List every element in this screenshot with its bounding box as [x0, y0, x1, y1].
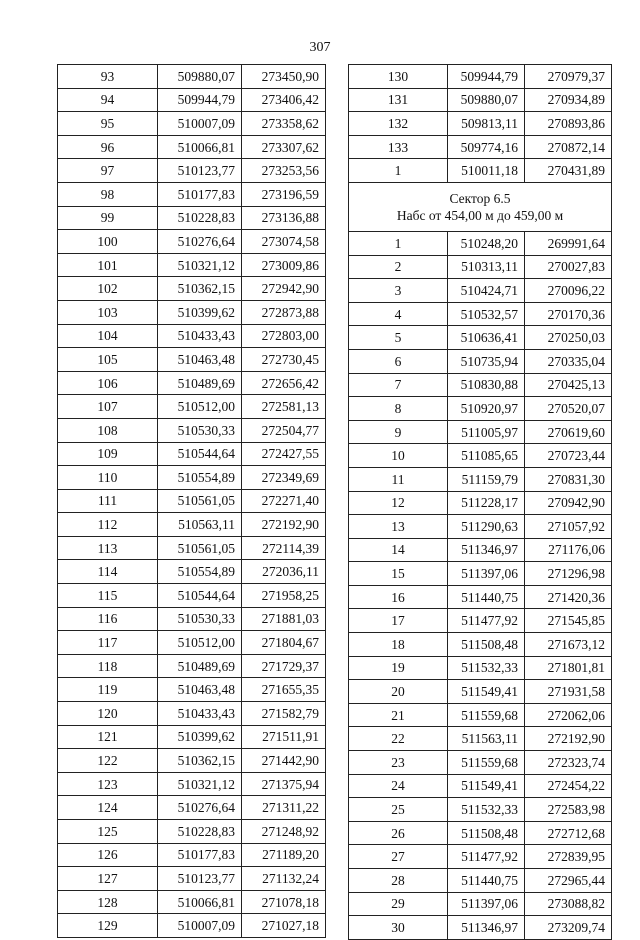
table-row — [58, 135, 326, 159]
x-coordinate-cell: 510433,43 — [158, 702, 242, 726]
y-coordinate-cell: 273406,42 — [242, 88, 326, 112]
table-row — [349, 515, 612, 539]
y-coordinate-cell: 273088,82 — [525, 892, 612, 916]
point-number-cell: 104 — [58, 324, 158, 348]
y-coordinate-cell: 272192,90 — [242, 513, 326, 537]
y-coordinate-cell: 271078,18 — [242, 890, 326, 914]
table-row — [58, 536, 326, 560]
table-row — [349, 444, 612, 468]
y-coordinate-cell: 271311,22 — [242, 796, 326, 820]
table-row — [349, 326, 612, 350]
table-row — [58, 914, 326, 938]
point-number-cell: 22 — [349, 727, 448, 751]
point-number-cell: 16 — [349, 585, 448, 609]
point-number-cell: 28 — [349, 869, 448, 893]
point-number-cell: 29 — [349, 892, 448, 916]
point-number-cell: 23 — [349, 751, 448, 775]
x-coordinate-cell: 510512,00 — [158, 395, 242, 419]
table-row — [349, 727, 612, 751]
x-coordinate-cell: 510554,89 — [158, 560, 242, 584]
table-row — [349, 633, 612, 657]
y-coordinate-cell: 270096,22 — [525, 279, 612, 303]
table-row — [58, 230, 326, 254]
y-coordinate-cell: 270934,89 — [525, 88, 612, 112]
point-number-cell: 123 — [58, 772, 158, 796]
x-coordinate-cell: 511440,75 — [448, 585, 525, 609]
table-row — [349, 538, 612, 562]
y-coordinate-cell: 271027,18 — [242, 914, 326, 938]
y-coordinate-cell: 272427,55 — [242, 442, 326, 466]
table-row — [58, 702, 326, 726]
table-row — [349, 585, 612, 609]
y-coordinate-cell: 273009,86 — [242, 253, 326, 277]
y-coordinate-cell: 271511,91 — [242, 725, 326, 749]
sector-title: Сектор 6.5 — [449, 190, 511, 206]
table-row — [58, 442, 326, 466]
y-coordinate-cell: 272656,42 — [242, 371, 326, 395]
point-number-cell: 26 — [349, 821, 448, 845]
x-coordinate-cell: 510321,12 — [158, 253, 242, 277]
y-coordinate-cell: 271545,85 — [525, 609, 612, 633]
x-coordinate-cell: 510563,11 — [158, 513, 242, 537]
x-coordinate-cell: 510123,77 — [158, 159, 242, 183]
x-coordinate-cell: 510276,64 — [158, 796, 242, 820]
point-number-cell: 102 — [58, 277, 158, 301]
right-coordinates-table — [348, 64, 612, 940]
y-coordinate-cell: 271931,58 — [525, 680, 612, 704]
table-row — [349, 892, 612, 916]
point-number-cell: 6 — [349, 349, 448, 373]
table-row — [58, 772, 326, 796]
point-number-cell: 128 — [58, 890, 158, 914]
y-coordinate-cell: 270335,04 — [525, 349, 612, 373]
y-coordinate-cell: 270831,30 — [525, 467, 612, 491]
x-coordinate-cell: 509944,79 — [448, 65, 525, 89]
point-number-cell: 98 — [58, 182, 158, 206]
y-coordinate-cell: 271673,12 — [525, 633, 612, 657]
point-number-cell: 127 — [58, 867, 158, 891]
table-row — [58, 749, 326, 773]
point-number-cell: 3 — [349, 279, 448, 303]
y-coordinate-cell: 271375,94 — [242, 772, 326, 796]
table-row — [349, 491, 612, 515]
x-coordinate-cell: 510544,64 — [158, 442, 242, 466]
y-coordinate-cell: 273253,56 — [242, 159, 326, 183]
y-coordinate-cell: 272036,11 — [242, 560, 326, 584]
point-number-cell: 10 — [349, 444, 448, 468]
x-coordinate-cell: 511085,65 — [448, 444, 525, 468]
point-number-cell: 110 — [58, 466, 158, 490]
x-coordinate-cell: 511397,06 — [448, 562, 525, 586]
point-number-cell: 1 — [349, 159, 448, 183]
table-row — [349, 821, 612, 845]
x-coordinate-cell: 510561,05 — [158, 489, 242, 513]
table-row — [349, 373, 612, 397]
table-row — [349, 255, 612, 279]
y-coordinate-cell: 273209,74 — [525, 916, 612, 940]
table-row — [349, 869, 612, 893]
point-number-cell: 113 — [58, 536, 158, 560]
table-row — [58, 725, 326, 749]
point-number-cell: 112 — [58, 513, 158, 537]
point-number-cell: 105 — [58, 348, 158, 372]
x-coordinate-cell: 509880,07 — [448, 88, 525, 112]
table-row — [58, 88, 326, 112]
y-coordinate-cell: 270027,83 — [525, 255, 612, 279]
point-number-cell: 130 — [349, 65, 448, 89]
point-number-cell: 114 — [58, 560, 158, 584]
y-coordinate-cell: 271132,24 — [242, 867, 326, 891]
table-row — [58, 607, 326, 631]
table-row — [58, 867, 326, 891]
table-row — [58, 206, 326, 230]
table-row — [58, 300, 326, 324]
left-table-body — [58, 65, 326, 938]
point-number-cell: 119 — [58, 678, 158, 702]
point-number-cell: 24 — [349, 774, 448, 798]
x-coordinate-cell: 510489,69 — [158, 654, 242, 678]
x-coordinate-cell: 510007,09 — [158, 112, 242, 136]
point-number-cell: 126 — [58, 843, 158, 867]
x-coordinate-cell: 510463,48 — [158, 678, 242, 702]
y-coordinate-cell: 272192,90 — [525, 727, 612, 751]
x-coordinate-cell: 511346,97 — [448, 916, 525, 940]
point-number-cell: 117 — [58, 631, 158, 655]
table-row — [349, 798, 612, 822]
x-coordinate-cell: 510066,81 — [158, 135, 242, 159]
y-coordinate-cell: 272839,95 — [525, 845, 612, 869]
sector-row — [349, 182, 612, 231]
point-number-cell: 18 — [349, 633, 448, 657]
x-coordinate-cell: 510424,71 — [448, 279, 525, 303]
x-coordinate-cell: 510321,12 — [158, 772, 242, 796]
x-coordinate-cell: 511477,92 — [448, 845, 525, 869]
table-row — [58, 277, 326, 301]
table-row — [58, 820, 326, 844]
table-row — [349, 656, 612, 680]
point-number-cell: 124 — [58, 796, 158, 820]
y-coordinate-cell: 272504,77 — [242, 418, 326, 442]
left-coordinates-table — [57, 64, 326, 938]
y-coordinate-cell: 273450,90 — [242, 65, 326, 89]
y-coordinate-cell: 272581,13 — [242, 395, 326, 419]
y-coordinate-cell: 269991,64 — [525, 231, 612, 255]
y-coordinate-cell: 270979,37 — [525, 65, 612, 89]
table-row — [58, 796, 326, 820]
point-number-cell: 8 — [349, 397, 448, 421]
y-coordinate-cell: 271804,67 — [242, 631, 326, 655]
x-coordinate-cell: 511159,79 — [448, 467, 525, 491]
y-coordinate-cell: 273307,62 — [242, 135, 326, 159]
point-number-cell: 19 — [349, 656, 448, 680]
point-number-cell: 132 — [349, 112, 448, 136]
y-coordinate-cell: 271958,25 — [242, 584, 326, 608]
y-coordinate-cell: 272349,69 — [242, 466, 326, 490]
y-coordinate-cell: 273074,58 — [242, 230, 326, 254]
table-row — [349, 751, 612, 775]
right-table-top-body — [349, 65, 612, 183]
point-number-cell: 101 — [58, 253, 158, 277]
x-coordinate-cell: 511508,48 — [448, 821, 525, 845]
table-row — [58, 418, 326, 442]
y-coordinate-cell: 273196,59 — [242, 182, 326, 206]
point-number-cell: 5 — [349, 326, 448, 350]
table-row — [349, 420, 612, 444]
y-coordinate-cell: 270723,44 — [525, 444, 612, 468]
table-row — [349, 135, 612, 159]
y-coordinate-cell: 271420,36 — [525, 585, 612, 609]
table-row — [349, 703, 612, 727]
point-number-cell: 94 — [58, 88, 158, 112]
sector-subtitle: Набс от 454,00 м до 459,00 м — [396, 207, 564, 223]
point-number-cell: 133 — [349, 135, 448, 159]
x-coordinate-cell: 510636,41 — [448, 326, 525, 350]
point-number-cell: 116 — [58, 607, 158, 631]
y-coordinate-cell: 270872,14 — [525, 135, 612, 159]
x-coordinate-cell: 510362,15 — [158, 277, 242, 301]
point-number-cell: 96 — [58, 135, 158, 159]
x-coordinate-cell: 510011,18 — [448, 159, 525, 183]
x-coordinate-cell: 510554,89 — [158, 466, 242, 490]
point-number-cell: 118 — [58, 654, 158, 678]
y-coordinate-cell: 272712,68 — [525, 821, 612, 845]
point-number-cell: 30 — [349, 916, 448, 940]
table-row — [349, 916, 612, 940]
y-coordinate-cell: 272454,22 — [525, 774, 612, 798]
y-coordinate-cell: 270619,60 — [525, 420, 612, 444]
table-row — [349, 159, 612, 183]
y-coordinate-cell: 271655,35 — [242, 678, 326, 702]
table-row — [349, 562, 612, 586]
point-number-cell: 95 — [58, 112, 158, 136]
table-row — [58, 560, 326, 584]
x-coordinate-cell: 509944,79 — [158, 88, 242, 112]
y-coordinate-cell: 271189,20 — [242, 843, 326, 867]
y-coordinate-cell: 273136,88 — [242, 206, 326, 230]
x-coordinate-cell: 510399,62 — [158, 725, 242, 749]
x-coordinate-cell: 510313,11 — [448, 255, 525, 279]
point-number-cell: 103 — [58, 300, 158, 324]
x-coordinate-cell: 510530,33 — [158, 607, 242, 631]
point-number-cell: 2 — [349, 255, 448, 279]
x-coordinate-cell: 509880,07 — [158, 65, 242, 89]
table-row — [58, 890, 326, 914]
point-number-cell: 106 — [58, 371, 158, 395]
x-coordinate-cell: 511346,97 — [448, 538, 525, 562]
x-coordinate-cell: 510561,05 — [158, 536, 242, 560]
x-coordinate-cell: 511477,92 — [448, 609, 525, 633]
table-row — [58, 513, 326, 537]
table-row — [349, 302, 612, 326]
y-coordinate-cell: 271248,92 — [242, 820, 326, 844]
x-coordinate-cell: 510007,09 — [158, 914, 242, 938]
x-coordinate-cell: 510362,15 — [158, 749, 242, 773]
point-number-cell: 11 — [349, 467, 448, 491]
y-coordinate-cell: 272583,98 — [525, 798, 612, 822]
x-coordinate-cell: 510248,20 — [448, 231, 525, 255]
table-row — [349, 279, 612, 303]
x-coordinate-cell: 510399,62 — [158, 300, 242, 324]
x-coordinate-cell: 511532,33 — [448, 798, 525, 822]
point-number-cell: 131 — [349, 88, 448, 112]
point-number-cell: 120 — [58, 702, 158, 726]
point-number-cell: 121 — [58, 725, 158, 749]
x-coordinate-cell: 511440,75 — [448, 869, 525, 893]
table-row — [58, 584, 326, 608]
point-number-cell: 111 — [58, 489, 158, 513]
y-coordinate-cell: 272323,74 — [525, 751, 612, 775]
table-row — [58, 371, 326, 395]
y-coordinate-cell: 271296,98 — [525, 562, 612, 586]
table-row — [58, 159, 326, 183]
point-number-cell: 97 — [58, 159, 158, 183]
x-coordinate-cell: 511559,68 — [448, 751, 525, 775]
x-coordinate-cell: 510066,81 — [158, 890, 242, 914]
table-row — [58, 348, 326, 372]
point-number-cell: 14 — [349, 538, 448, 562]
y-coordinate-cell: 272942,90 — [242, 277, 326, 301]
y-coordinate-cell: 271442,90 — [242, 749, 326, 773]
point-number-cell: 122 — [58, 749, 158, 773]
point-number-cell: 99 — [58, 206, 158, 230]
table-row — [349, 112, 612, 136]
point-number-cell: 1 — [349, 231, 448, 255]
point-number-cell: 93 — [58, 65, 158, 89]
y-coordinate-cell: 272271,40 — [242, 489, 326, 513]
sector-cell — [349, 182, 612, 231]
x-coordinate-cell: 510228,83 — [158, 820, 242, 844]
point-number-cell: 7 — [349, 373, 448, 397]
x-coordinate-cell: 510177,83 — [158, 182, 242, 206]
x-coordinate-cell: 510920,97 — [448, 397, 525, 421]
y-coordinate-cell: 272873,88 — [242, 300, 326, 324]
x-coordinate-cell: 511559,68 — [448, 703, 525, 727]
point-number-cell: 125 — [58, 820, 158, 844]
table-row — [349, 65, 612, 89]
x-coordinate-cell: 510489,69 — [158, 371, 242, 395]
x-coordinate-cell: 510544,64 — [158, 584, 242, 608]
table-row — [349, 231, 612, 255]
y-coordinate-cell: 270942,90 — [525, 491, 612, 515]
table-row — [58, 395, 326, 419]
y-coordinate-cell: 271582,79 — [242, 702, 326, 726]
x-coordinate-cell: 510228,83 — [158, 206, 242, 230]
y-coordinate-cell: 271729,37 — [242, 654, 326, 678]
y-coordinate-cell: 272803,00 — [242, 324, 326, 348]
table-row — [58, 489, 326, 513]
point-number-cell: 107 — [58, 395, 158, 419]
x-coordinate-cell: 511005,97 — [448, 420, 525, 444]
x-coordinate-cell: 511549,41 — [448, 774, 525, 798]
point-number-cell: 25 — [349, 798, 448, 822]
y-coordinate-cell: 271176,06 — [525, 538, 612, 562]
table-row — [349, 349, 612, 373]
y-coordinate-cell: 270250,03 — [525, 326, 612, 350]
point-number-cell: 115 — [58, 584, 158, 608]
x-coordinate-cell: 511508,48 — [448, 633, 525, 657]
y-coordinate-cell: 272730,45 — [242, 348, 326, 372]
point-number-cell: 17 — [349, 609, 448, 633]
point-number-cell: 20 — [349, 680, 448, 704]
y-coordinate-cell: 272965,44 — [525, 869, 612, 893]
table-row — [58, 466, 326, 490]
point-number-cell: 100 — [58, 230, 158, 254]
x-coordinate-cell: 510463,48 — [158, 348, 242, 372]
x-coordinate-cell: 510276,64 — [158, 230, 242, 254]
table-row — [58, 65, 326, 89]
table-row — [349, 88, 612, 112]
point-number-cell: 108 — [58, 418, 158, 442]
point-number-cell: 12 — [349, 491, 448, 515]
table-row — [58, 112, 326, 136]
y-coordinate-cell: 270170,36 — [525, 302, 612, 326]
table-row — [349, 774, 612, 798]
point-number-cell: 129 — [58, 914, 158, 938]
y-coordinate-cell: 270893,86 — [525, 112, 612, 136]
x-coordinate-cell: 510532,57 — [448, 302, 525, 326]
y-coordinate-cell: 271881,03 — [242, 607, 326, 631]
x-coordinate-cell: 511549,41 — [448, 680, 525, 704]
y-coordinate-cell: 271057,92 — [525, 515, 612, 539]
y-coordinate-cell: 270520,07 — [525, 397, 612, 421]
table-row — [349, 467, 612, 491]
point-number-cell: 4 — [349, 302, 448, 326]
table-row — [58, 654, 326, 678]
x-coordinate-cell: 510512,00 — [158, 631, 242, 655]
table-row — [58, 253, 326, 277]
right-table-bottom-body — [349, 231, 612, 939]
point-number-cell: 15 — [349, 562, 448, 586]
x-coordinate-cell: 511563,11 — [448, 727, 525, 751]
x-coordinate-cell: 509813,11 — [448, 112, 525, 136]
table-row — [58, 324, 326, 348]
point-number-cell: 27 — [349, 845, 448, 869]
x-coordinate-cell: 511532,33 — [448, 656, 525, 680]
table-row — [349, 680, 612, 704]
y-coordinate-cell: 272114,39 — [242, 536, 326, 560]
point-number-cell: 109 — [58, 442, 158, 466]
point-number-cell: 13 — [349, 515, 448, 539]
y-coordinate-cell: 272062,06 — [525, 703, 612, 727]
x-coordinate-cell: 510735,94 — [448, 349, 525, 373]
point-number-cell: 21 — [349, 703, 448, 727]
x-coordinate-cell: 510123,77 — [158, 867, 242, 891]
x-coordinate-cell: 510433,43 — [158, 324, 242, 348]
y-coordinate-cell: 270431,89 — [525, 159, 612, 183]
x-coordinate-cell: 511228,17 — [448, 491, 525, 515]
y-coordinate-cell: 271801,81 — [525, 656, 612, 680]
sector-header — [349, 182, 612, 231]
table-row — [58, 631, 326, 655]
table-row — [349, 845, 612, 869]
x-coordinate-cell: 510830,88 — [448, 373, 525, 397]
page-number: 307 — [309, 40, 331, 55]
table-row — [58, 182, 326, 206]
x-coordinate-cell: 510530,33 — [158, 418, 242, 442]
x-coordinate-cell: 509774,16 — [448, 135, 525, 159]
x-coordinate-cell: 511397,06 — [448, 892, 525, 916]
table-row — [349, 397, 612, 421]
x-coordinate-cell: 510177,83 — [158, 843, 242, 867]
table-row — [349, 609, 612, 633]
table-row — [58, 678, 326, 702]
x-coordinate-cell: 511290,63 — [448, 515, 525, 539]
y-coordinate-cell: 270425,13 — [525, 373, 612, 397]
point-number-cell: 9 — [349, 420, 448, 444]
y-coordinate-cell: 273358,62 — [242, 112, 326, 136]
table-row — [58, 843, 326, 867]
